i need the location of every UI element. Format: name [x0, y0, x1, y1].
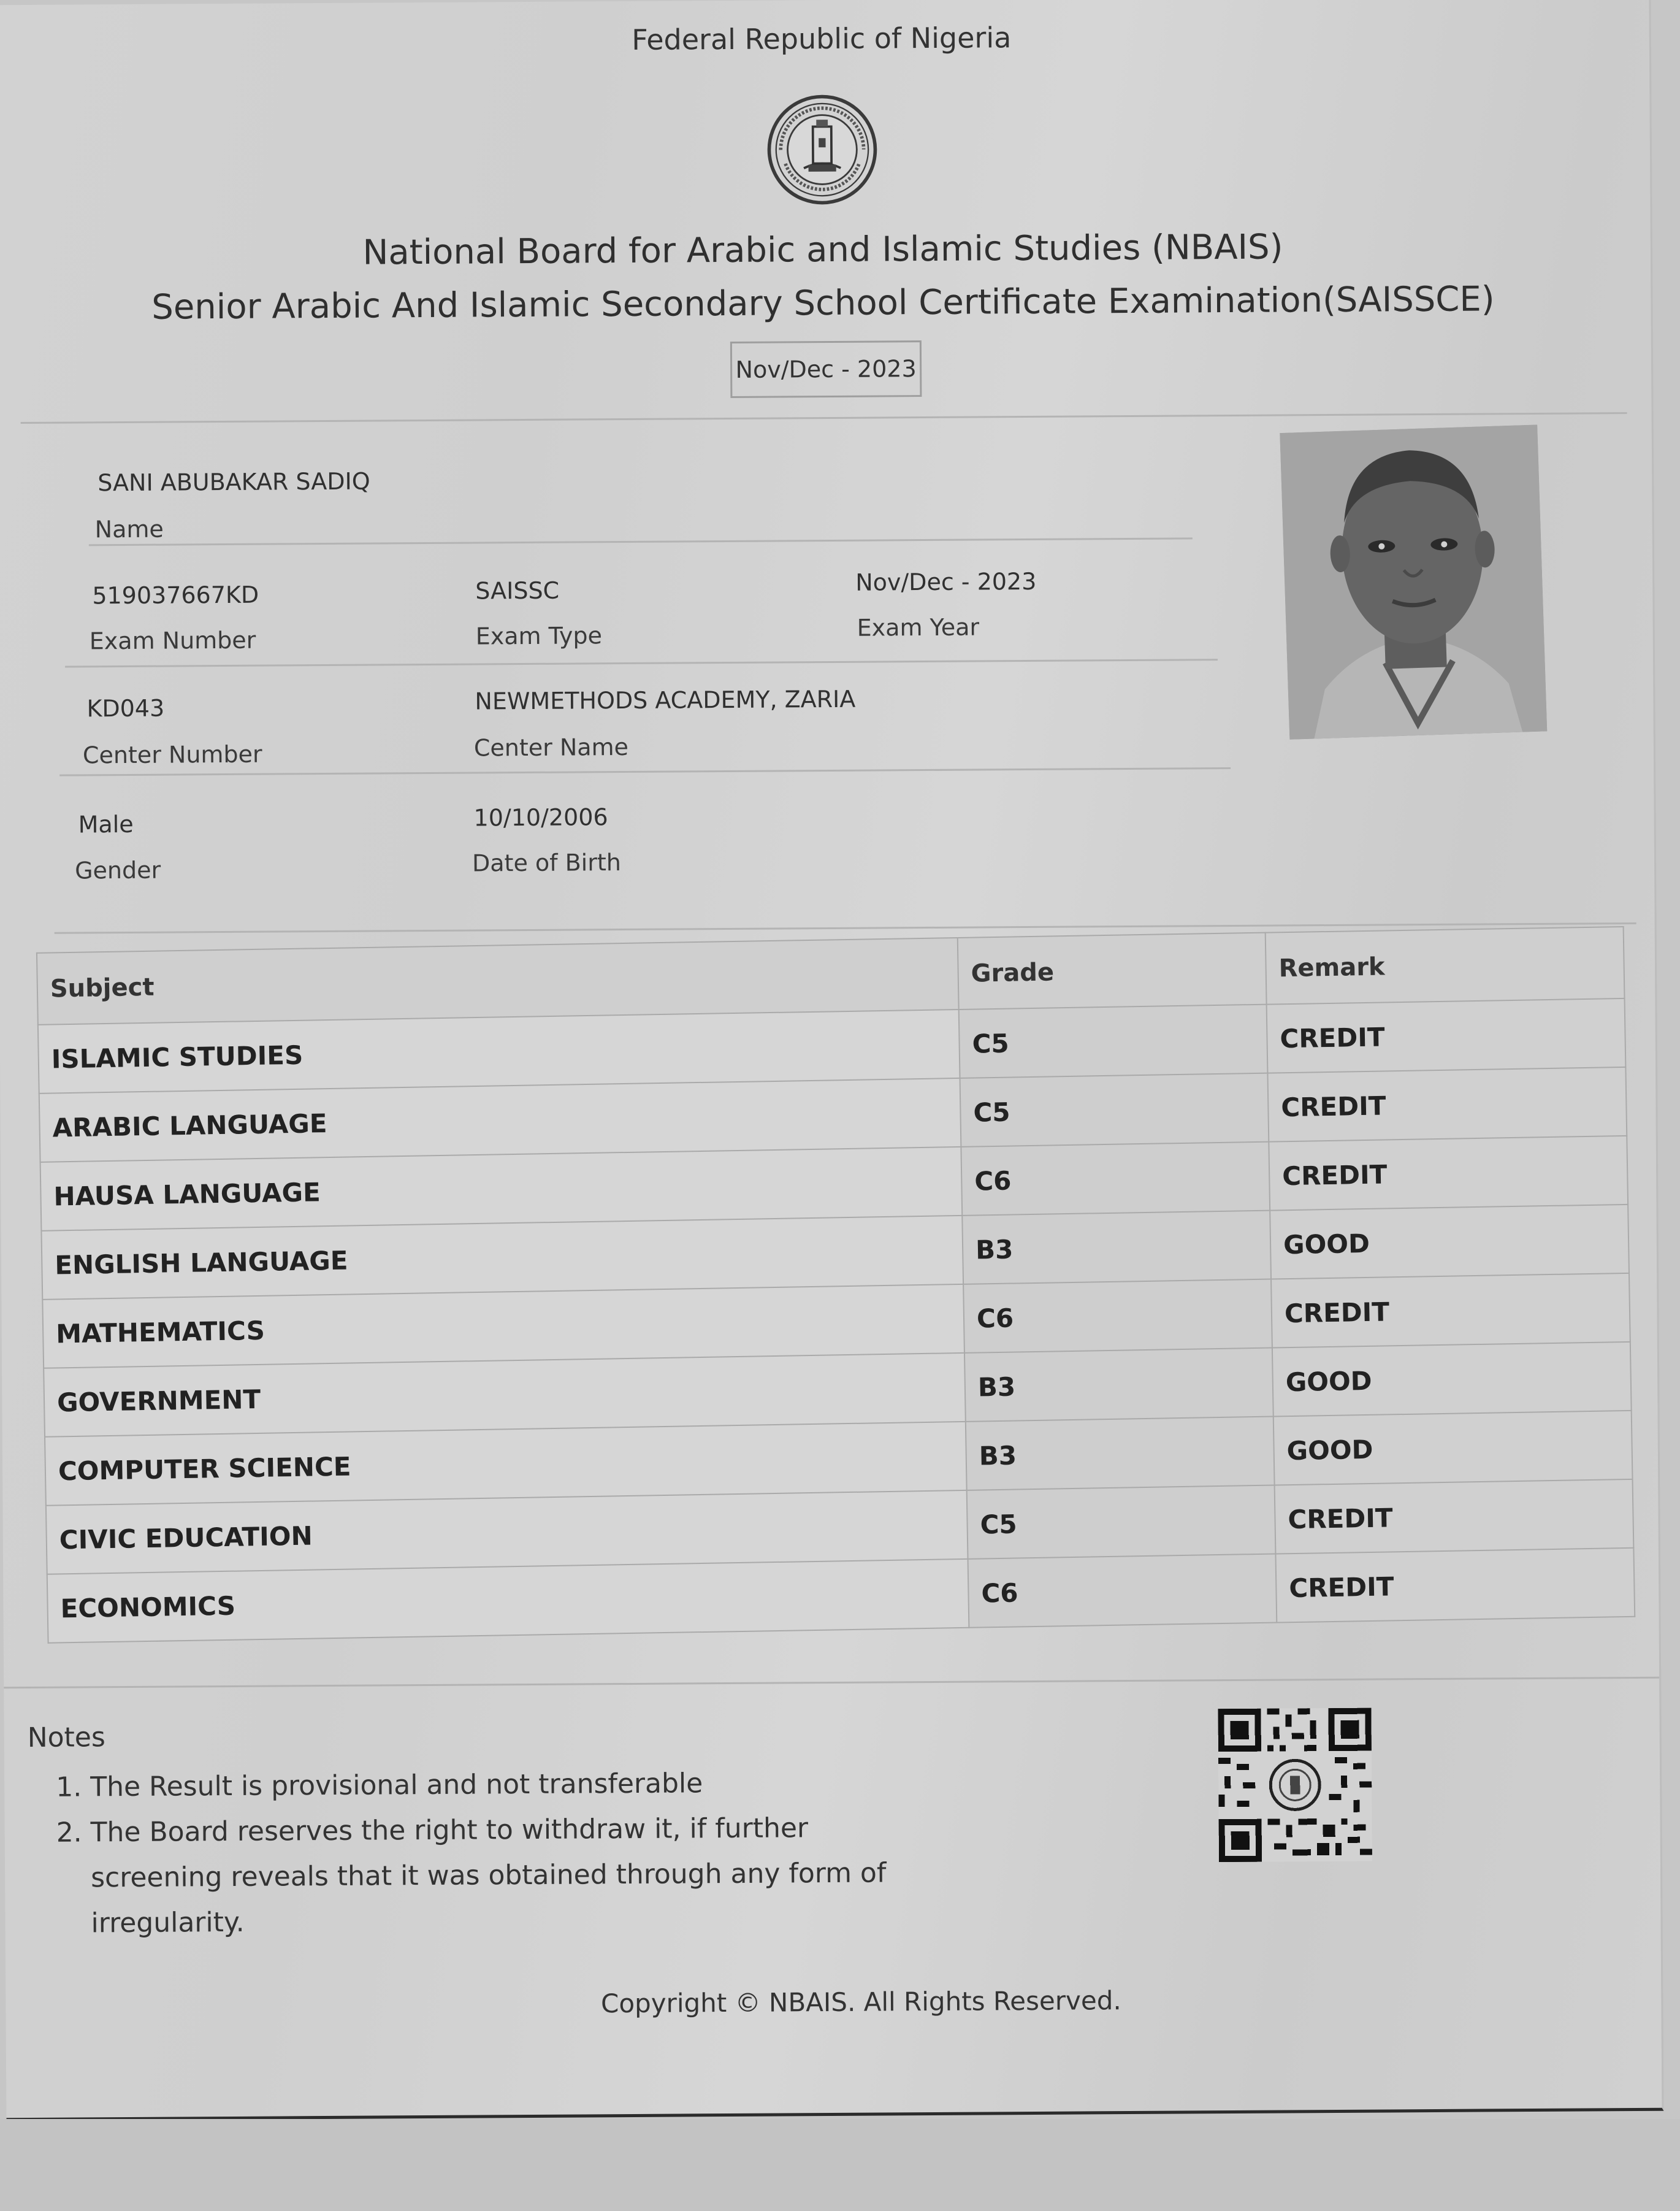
subject-cell: HAUSA LANGUAGE [40, 1147, 963, 1231]
remark-cell: GOOD [1270, 1205, 1629, 1279]
candidate-name-value: SANI ABUBAKAR SADIQ [97, 467, 370, 497]
grade-cell: C6 [968, 1554, 1277, 1628]
candidate-name-label: Name [94, 515, 164, 543]
country-heading: Federal Republic of Nigeria [632, 21, 1012, 56]
subject-cell: COMPUTER SCIENCE [45, 1422, 967, 1506]
grade-cell: C6 [963, 1279, 1272, 1353]
candidate-passport-photo [1280, 425, 1547, 740]
center-number-label: Center Number [82, 740, 262, 769]
results-table [36, 926, 1635, 1644]
candidate-portrait-icon [1280, 425, 1547, 740]
remark-cell: CREDIT [1267, 998, 1626, 1073]
grade-cell: B3 [964, 1348, 1273, 1422]
exam-year-label: Exam Year [857, 613, 980, 642]
subject-column-header: Subject [37, 938, 959, 1025]
exam-type-value: SAISSC [475, 577, 560, 605]
divider [89, 537, 1193, 546]
dob-value: 10/10/2006 [473, 803, 608, 832]
grade-cell: C5 [960, 1073, 1269, 1147]
grade-cell: C5 [967, 1485, 1276, 1559]
remark-cell: CREDIT [1271, 1273, 1630, 1348]
subject-cell: ENGLISH LANGUAGE [41, 1216, 963, 1300]
remark-column-header: Remark [1266, 927, 1625, 1005]
gender-label: Gender [74, 856, 161, 884]
subject-cell: MATHEMATICS [42, 1284, 964, 1368]
grade-column-header: Grade [958, 933, 1267, 1010]
grade-cell: C5 [959, 1005, 1268, 1078]
subject-cell: CIVIC EDUCATION [46, 1490, 968, 1574]
subject-cell: ECONOMICS [47, 1559, 969, 1643]
remark-cell: CREDIT [1275, 1548, 1635, 1623]
copyright-footer: Copyright © NBAIS. All Rights Reserved. [600, 1985, 1121, 2019]
grade-cell: B3 [962, 1211, 1271, 1284]
grade-cell: B3 [966, 1417, 1275, 1490]
exam-type-label: Exam Type [475, 622, 603, 650]
verification-qr-code-icon[interactable] [1218, 1708, 1372, 1863]
header-divider [21, 412, 1627, 424]
remark-cell: GOOD [1273, 1411, 1633, 1485]
dob-label: Date of Birth [472, 849, 622, 877]
exam-session-badge: Nov/Dec - 2023 [730, 340, 922, 398]
remark-cell: GOOD [1272, 1342, 1632, 1417]
grade-cell: C6 [961, 1142, 1270, 1216]
notes-divider [4, 1677, 1659, 1688]
center-number-value: KD043 [86, 694, 165, 722]
remark-cell: CREDIT [1275, 1479, 1634, 1554]
notes-list [53, 1760, 888, 1946]
subject-cell: GOVERNMENT [44, 1353, 966, 1437]
subject-cell: ARABIC LANGUAGE [39, 1078, 961, 1162]
center-name-label: Center Name [473, 733, 629, 762]
exam-number-value: 519037667KD [92, 581, 259, 610]
center-name-value: NEWMETHODS ACADEMY, ZARIA [475, 685, 856, 715]
exam-number-label: Exam Number [89, 626, 256, 655]
notes-heading: Notes [27, 1722, 105, 1754]
gender-value: Male [78, 810, 134, 838]
remark-cell: CREDIT [1269, 1136, 1628, 1211]
remark-cell: CREDIT [1267, 1067, 1627, 1142]
board-title: National Board for Arabic and Islamic Studies (NBAIS) [362, 227, 1283, 273]
exam-year-value: Nov/Dec - 2023 [855, 567, 1037, 596]
note-item: 2. The Board reserves the right to withdraw it, if further screening reveals that it was obtained through any form of irregularity. [90, 1805, 888, 1946]
background-surface [0, 2119, 1680, 2211]
divider [59, 767, 1231, 776]
subject-cell: ISLAMIC STUDIES [38, 1010, 960, 1094]
note-item: 1. The Result is provisional and not transferable [90, 1760, 887, 1810]
nbais-seal-icon [764, 91, 880, 207]
exam-title: Senior Arabic And Islamic Secondary School Certificate Examination(SAISSCE) [151, 279, 1495, 328]
divider [65, 659, 1218, 667]
